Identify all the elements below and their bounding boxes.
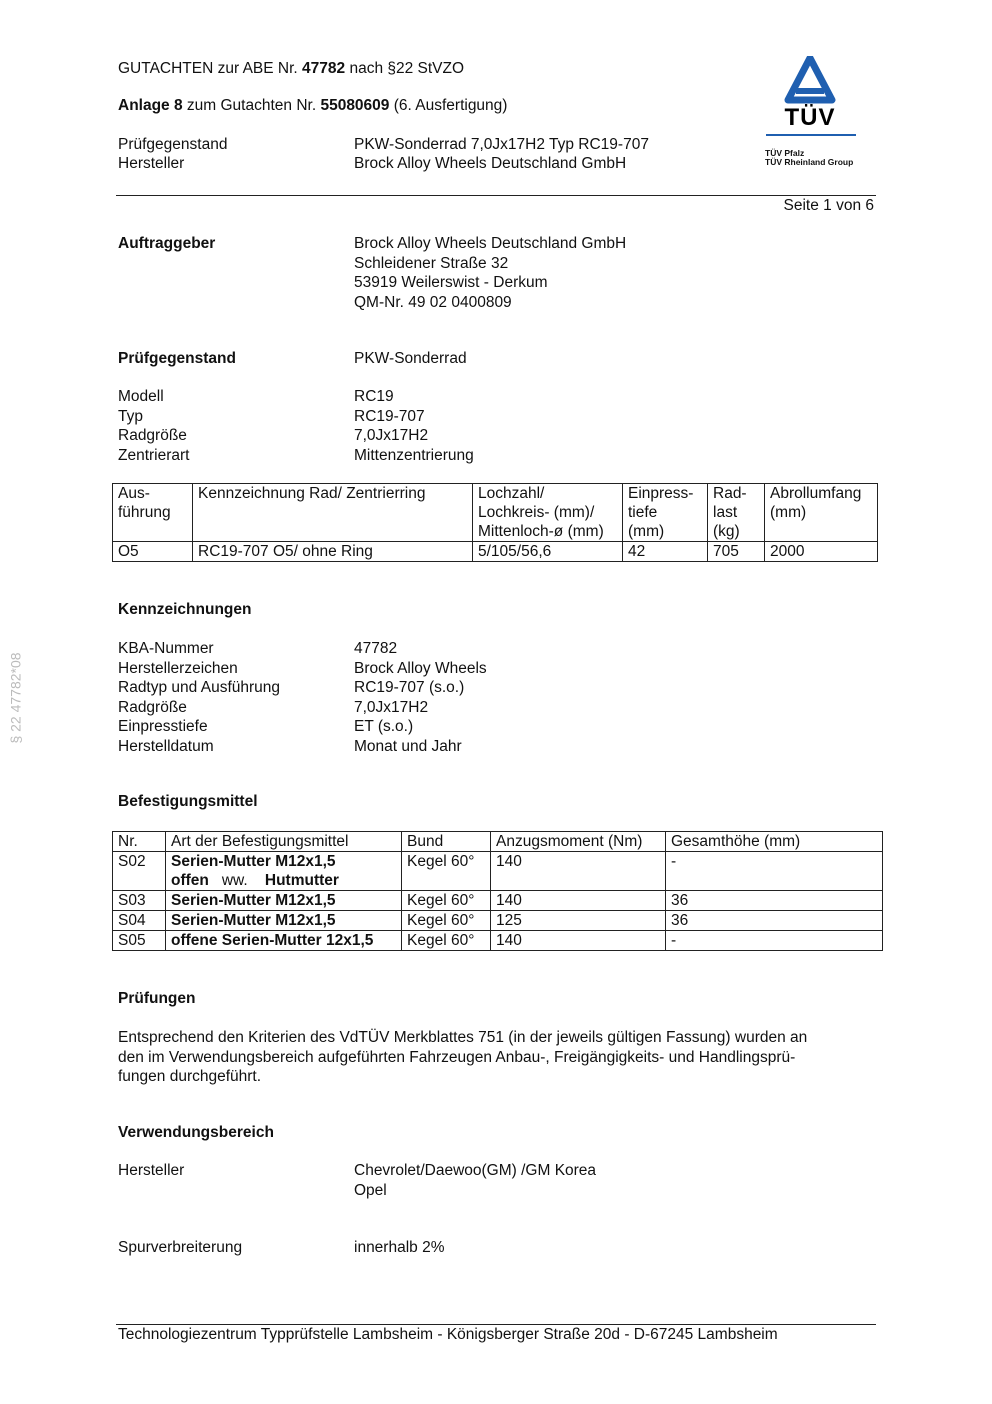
pruef-row-label: Typ: [118, 407, 143, 425]
table-cell: Serien-Mutter M12x1,5: [166, 911, 402, 931]
table-row: [113, 852, 883, 891]
table-cell: -: [666, 931, 883, 951]
pruef-row-value: RC19: [354, 388, 394, 405]
address-line: QM-Nr. 49 02 0400809: [354, 293, 512, 311]
kennz-row-value: Brock Alloy Wheels: [354, 659, 487, 677]
pruef-row-label: Radgröße: [118, 427, 187, 444]
table-cell: S02: [113, 852, 166, 891]
kennz-row-label: Herstellerzeichen: [118, 659, 238, 677]
table-header-cell: Anzugsmoment (Nm): [491, 832, 666, 852]
tuev-logo-text: TÜV: [784, 104, 836, 131]
page-number: Seite 1 von 6: [783, 197, 874, 214]
table-cell: 42: [623, 542, 708, 562]
header-row-label: Hersteller: [118, 155, 185, 172]
table-row: [113, 911, 883, 931]
pruefgegenstand-label: Prüfgegenstand: [118, 350, 236, 367]
table-cell: 140: [491, 852, 666, 891]
kennz-row-value: ET (s.o.): [354, 718, 414, 735]
pruef-row-label: Modell: [118, 388, 164, 405]
auftraggeber-label: Auftraggeber: [118, 235, 216, 252]
anlage-label: Anlage 8: [118, 97, 183, 114]
table-cell: offene Serien-Mutter 12x1,5: [166, 931, 402, 951]
kennz-row-value: Monat und Jahr: [354, 737, 462, 755]
kennz-row-label: Radtyp und Ausführung: [118, 679, 281, 696]
kennz-row-label: KBA-Nummer: [118, 640, 214, 657]
pruef-row-label: Zentrierart: [118, 446, 190, 464]
header-text: (6. Ausfertigung): [389, 97, 508, 114]
table-row: [113, 891, 883, 911]
header-row-value: PKW-Sonderrad 7,0Jx17H2 Typ RC19-707: [354, 136, 649, 153]
header-divider: [116, 195, 876, 196]
table-cell: 125: [491, 911, 666, 931]
kennz-values: [354, 639, 487, 756]
address-line: Brock Alloy Wheels Deutschland GmbH: [354, 235, 627, 252]
table-header-row: [113, 832, 883, 852]
table-header-cell: Abrollumfang (mm): [765, 484, 878, 542]
pruef-values: [354, 387, 474, 465]
table-cell: 140: [491, 931, 666, 951]
table-cell: Kegel 60°: [402, 931, 491, 951]
header-text: zum Gutachten Nr.: [182, 97, 321, 114]
pruef-row-value: RC19-707: [354, 407, 425, 425]
tuev-logo: [760, 56, 860, 176]
table-cell: 5/105/56,6: [473, 542, 623, 562]
pruef-labels: [118, 387, 190, 465]
kennz-row-label: Radgröße: [118, 698, 187, 716]
header-row-label: Prüfgegenstand: [118, 136, 228, 153]
verwendung-hersteller-values: [354, 1161, 596, 1200]
table-header-row: [113, 484, 878, 542]
table-header-cell: Art der Befestigungsmittel: [166, 832, 402, 852]
table-cell: -: [666, 852, 883, 891]
spur-label: Spurverbreiterung: [118, 1239, 243, 1256]
header-row-value: Brock Alloy Wheels Deutschland GmbH: [354, 155, 627, 172]
manufacturer-entry: Chevrolet/Daewoo(GM) /GM Korea: [354, 1162, 597, 1179]
table-header-cell: Aus- führung: [113, 484, 193, 542]
table-cell: Kegel 60°: [402, 911, 491, 931]
header-text: nach §22 StVZO: [345, 60, 465, 77]
kennz-row-value: RC19-707 (s.o.): [354, 679, 465, 696]
table-header-cell: Einpress- tiefe (mm): [623, 484, 708, 542]
abe-number: 47782: [302, 60, 346, 77]
table-cell: S05: [113, 931, 166, 951]
address-line: Schleidener Straße 32: [354, 254, 509, 272]
manufacturer-entry: Opel: [354, 1181, 387, 1199]
table-cell: 705: [708, 542, 765, 562]
table-cell: Kegel 60°: [402, 891, 491, 911]
table-header-cell: Gesamthöhe (mm): [666, 832, 883, 852]
footer-address: Technologiezentrum Typprüfstelle Lambsheim - Königsberger Straße 20d - D-67245 Lambsheim: [118, 1326, 778, 1343]
fastener-name: Serien-Mutter M12x1,5: [171, 853, 336, 870]
spur-value: innerhalb 2%: [354, 1239, 445, 1256]
header-text: GUTACHTEN zur ABE Nr.: [118, 60, 303, 77]
paragraph-line: den im Verwendungsbereich aufgeführten Fahrzeugen Anbau-, Freigängigkeits- und Handlingsprü-: [118, 1048, 796, 1066]
kennz-labels: [118, 639, 280, 756]
pruefgegenstand-value: PKW-Sonderrad: [354, 350, 467, 367]
verwendung-title: Verwendungsbereich: [118, 1124, 274, 1141]
table-header-cell: Nr.: [113, 832, 166, 852]
verwendung-hersteller-label: Hersteller: [118, 1162, 185, 1179]
table-cell: 140: [491, 891, 666, 911]
fastener-variant-c: Hutmutter: [264, 872, 339, 889]
kennz-row-label: Herstelldatum: [118, 737, 214, 755]
gutachten-number: 55080609: [320, 97, 390, 114]
pruef-row-value: Mittenzentrierung: [354, 446, 474, 464]
logo-divider: [766, 134, 856, 136]
table-header-cell: Lochzahl/ Lochkreis- (mm)/ Mittenloch-ø (mm): [473, 484, 623, 542]
table-cell: S03: [113, 891, 166, 911]
table-cell: Kegel 60°: [402, 852, 491, 891]
table-cell: Serien-Mutter M12x1,5: [166, 891, 402, 911]
table-cell: RC19-707 O5/ ohne Ring: [193, 542, 473, 562]
table-cell: 36: [666, 911, 883, 931]
kennz-row-label: Einpresstiefe: [118, 718, 208, 735]
table-header-cell: Rad- last (kg): [708, 484, 765, 542]
logo-sub-1: TÜV Pfalz: [765, 148, 805, 158]
pruefungen-title: Prüfungen: [118, 990, 196, 1007]
logo-sub-2: TÜV Rheinland Group: [765, 157, 854, 167]
paragraph-line: Entsprechend den Kriterien des VdTÜV Merkblattes 751 (in der jeweils gültigen Fassung) wurden an: [118, 1029, 808, 1046]
paragraph-line: fungen durchgeführt.: [118, 1068, 262, 1085]
auftraggeber-address: [354, 234, 626, 312]
pruefungen-text: [118, 1028, 807, 1087]
table-cell: 36: [666, 891, 883, 911]
side-watermark: § 22 47782*08: [7, 652, 24, 744]
header-line-2: [118, 97, 507, 115]
table-cell: [166, 852, 402, 891]
fastener-variant-a: offen: [171, 872, 209, 889]
header-line-1: [118, 60, 464, 78]
fastener-variant-b: ww.: [221, 872, 248, 889]
pruef-row-value: 7,0Jx17H2: [354, 427, 429, 444]
rad-table: [112, 483, 878, 562]
table-header-cell: Bund: [402, 832, 491, 852]
table-row: [113, 542, 878, 562]
befestigung-table: [112, 831, 883, 951]
table-cell: 2000: [765, 542, 878, 562]
table-header-cell: Kennzeichnung Rad/ Zentrierring: [193, 484, 473, 542]
table-cell: S04: [113, 911, 166, 931]
table-row: [113, 931, 883, 951]
address-line: 53919 Weilerswist - Derkum: [354, 274, 548, 291]
kennzeichnungen-title: Kennzeichnungen: [118, 601, 252, 618]
fastener-variant: [171, 871, 396, 890]
table-cell: O5: [113, 542, 193, 562]
kennz-row-value: 7,0Jx17H2: [354, 698, 429, 716]
footer-divider: [116, 1324, 876, 1325]
kennz-row-value: 47782: [354, 640, 398, 657]
befestigung-title: Befestigungsmittel: [118, 793, 258, 810]
